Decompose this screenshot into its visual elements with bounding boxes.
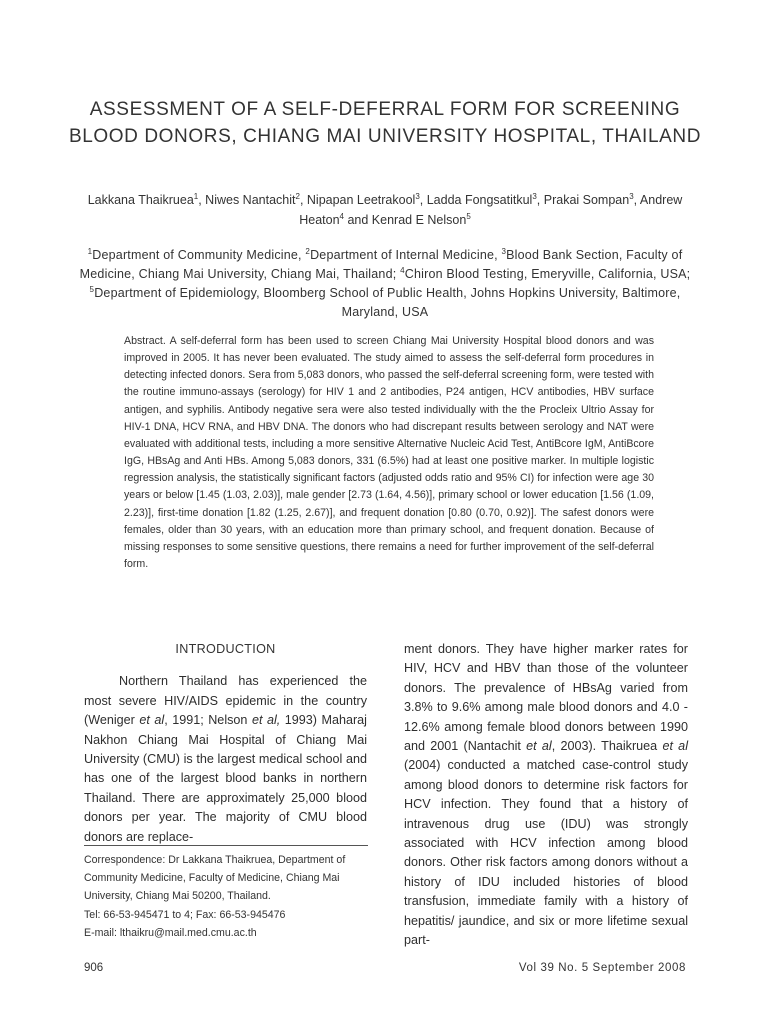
author-affiliation-mark: 3 (415, 192, 420, 201)
correspondence-footnote (84, 851, 374, 942)
author-name: , Niwes Nantachit (198, 193, 296, 207)
affiliation-text: Blood Bank Section, Faculty of Medicine, Chiang Mai University, Chiang Mai, Thailand; (79, 248, 683, 281)
author-name: , Andrew Heaton (299, 193, 683, 227)
citation-et-al: et al (139, 713, 165, 728)
correspondence-phone: Tel: 66-53-945471 to 4; Fax: 66-53-945476 (84, 908, 286, 921)
citation-et-al: et al (662, 739, 688, 754)
introduction-continued (404, 640, 688, 951)
paper-title: ASSESSMENT OF A SELF-DEFERRAL FORM FOR SCREENING BLOOD DONORS, CHIANG MAI UNIVERSITY HOSPITAL, THAILAND (68, 99, 702, 147)
author-affiliation-mark: 3 (532, 192, 537, 201)
affiliation-mark: 1 (87, 247, 93, 256)
author-affiliation-mark: 2 (295, 192, 300, 201)
affiliation-text: Chiron Blood Testing, Emeryville, California, USA; (404, 267, 691, 281)
author-affiliation-mark: 3 (629, 192, 634, 201)
author-name: , Prakai Sompan (536, 193, 630, 207)
author-affiliation-mark: 5 (466, 212, 471, 221)
section-heading-introduction: INTRODUCTION (175, 642, 276, 656)
correspondence-address: Correspondence: Dr Lakkana Thaikruea, Department of Community Medicine, Faculty of Medicine, Chiang Mai University, Chiang Mai 50200, Thailand. (84, 854, 346, 903)
author-name: and Kenrad E Nelson (344, 213, 467, 227)
author-name: Lakkana Thaikruea (87, 193, 194, 207)
author-list (70, 190, 700, 230)
citation-et-al: et al (526, 739, 552, 754)
body-text: , 2003). Thaikruea (551, 739, 663, 754)
intro-text: Northern Thailand has experienced the most severe HIV/AIDS epidemic in the country (Weniger (84, 674, 367, 728)
affiliation-mark: 2 (305, 247, 311, 256)
author-name: , Ladda Fongsatitkul (419, 193, 533, 207)
affiliation-list (78, 246, 692, 322)
author-affiliation-mark: 4 (339, 212, 344, 221)
abstract: Abstract. A self-deferral form has been used to screen Chiang Mai University Hospital blood donors and was improved in 2005. It has never been evaluated. The study aimed to assess the self-deferral form procedures in detecting infected donors. Sera from 5,083 donors, who passed the self-deferral screening form, were tested with the routine immuno-assays (serology) for HIV 1 and 2 antibodies, P24 antigen, HCV antibodies, HBV surface antigen, and syphilis. Antibody negative sera were also tested individually with the the Procleix Ultrio Assay for HIV-1 DNA, HCV RNA, and HBV DNA. The donors who had discrepant results between serology and NAT were evaluated with additional tests, including a more sensitive Alternative Nucleic Acid Test, AntiBcore IgM, AntiBcore IgG, HBsAg and Anti HBs. Among 5,083 donors, 331 (6.5%) had at least one positive marker. In multiple logistic regression analysis, the statistically significant factors (adjusted odds ratio and 95% CI) for infection were age 30 years or below [1.45 (1.03, 2.03)], male gender [2.73 (1.64, 4.56)], primary school or lower education [1.56 (1.09, 2.23)], first-time donation [1.82 (1.25, 2.67)], and frequent donation [0.80 (0.70, 0.92)]. The safest donors were females, older than 30 years, with an education more than primary school, and frequent donation. Because of missing responses to some sensitive questions, there remains a need for further improvement of the self-deferral form. (124, 335, 654, 571)
affiliation-mark: 4 (400, 266, 405, 275)
intro-text: , 1991; Nelson (164, 713, 252, 728)
affiliation-text: Department of Epidemiology, Bloomberg School of Public Health, Johns Hopkins University, Baltimore, Maryland, USA (94, 286, 681, 319)
affiliation-mark: 3 (501, 247, 507, 256)
affiliation-text: Department of Internal Medicine, (310, 248, 502, 262)
footnote-divider (84, 845, 368, 846)
intro-text: 1993) Maharaj Nakhon Chiang Mai Hospital of Chiang Mai University (CMU) is the largest medical school and has one of the largest blood banks in northern Thailand. There are approximately 25,000 blood donors per year. The majority of CMU blood donors are replace- (84, 713, 367, 844)
affiliation-mark: 5 (89, 285, 95, 294)
correspondence-email: E-mail: lthaikru@mail.med.cmu.ac.th (84, 926, 257, 939)
affiliation-text: Department of Community Medicine, (92, 248, 306, 262)
body-text: ment donors. They have higher marker rates for HIV, HCV and HBV than those of the volunteer donors. The prevalence of HBsAg varied from 3.8% to 9.6% among male blood donors and 4.0 - 12.6% among female blood donors between 1990 and 2001 (Nantachit (404, 642, 688, 754)
author-affiliation-mark: 1 (193, 192, 199, 201)
body-text: (2004) conducted a matched case-control study among blood donors to determine risk factors for HCV infection. They found that a history of intravenous drug use (IDU) was strongly associated with HCV infection among blood donors. Other risk factors among donors without a history of IDU included histories of blood transfusion, immediate family with a history of hepatitis/ jaundice, and six or more lifetime sexual part- (404, 758, 688, 948)
author-name: , Nipapan Leetrakool (299, 193, 416, 207)
journal-issue: Vol 39 No. 5 September 2008 (518, 962, 686, 974)
introduction-section (84, 640, 367, 847)
citation-et-al: et al, (251, 713, 281, 728)
page-number: 906 (84, 962, 104, 974)
introduction-paragraph (84, 672, 367, 847)
